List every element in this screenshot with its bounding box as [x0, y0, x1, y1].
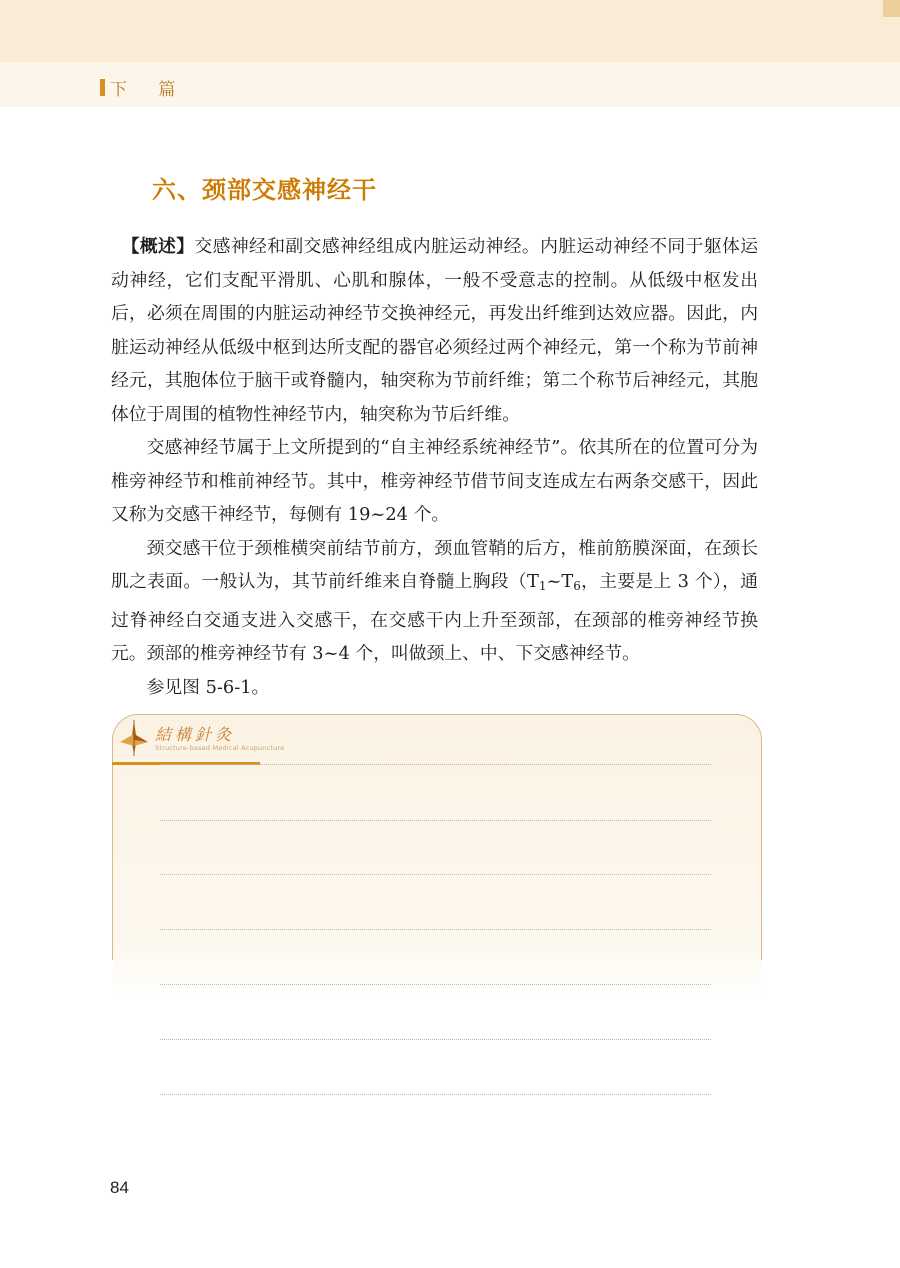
note-line	[160, 1094, 711, 1095]
acupuncture-logo-icon	[118, 720, 150, 756]
body-text	[111, 230, 758, 704]
notes-fade-left	[111, 960, 113, 1140]
running-header-label: 下 篇	[110, 80, 177, 100]
subscript-6: 6	[573, 579, 581, 593]
paragraph-figure-reference: 参见图 5-6-1。	[146, 676, 270, 698]
overview-text: 交感神经和副交感神经组成内脏运动神经。内脏运动神经不同于躯体运动神经，它们支配平滑肌、心肌和腺体，一般不受意志的控制。从低级中枢发出后，必须在周围的内脏运动神经节交换神经元，再发出纤维到达效应器。因此，内脏运动神经从低级中枢到达所支配的器官必须经过两个神经元，第一个称为节前神经元，其胞体位于脑干或脊髓内，轴突称为节前纤维；第二个称节后神经元，其胞体位于周围的植物性神经节内，轴突称为节后纤维。	[111, 236, 758, 425]
header-marker	[100, 79, 105, 96]
cervical-text-b: ~T	[546, 571, 574, 592]
note-line	[160, 874, 711, 875]
paragraph-cervical-trunk	[111, 532, 758, 671]
cervical-text-a: 颈交感干位于颈椎横突前结节前方，颈血管鞘的后方，椎前筋膜深面，在颈长肌之表面。一般认为，其节前纤维来自脊髓上胸段（T	[111, 537, 758, 592]
note-line	[160, 1039, 711, 1040]
notes-logo-subtitle: Structure-based Medical Acupuncture	[155, 744, 285, 752]
page-number: 84	[110, 1178, 129, 1197]
top-corner-tab	[883, 0, 900, 17]
notes-fade-right	[761, 960, 763, 1140]
note-line	[160, 984, 711, 985]
note-line	[160, 820, 711, 821]
cervical-text-c: ，主要是上 3 个），通过脊神经白交通支进入交感干，在交感干内上升至颈部，在颈部的椎旁神经节换元。颈部的椎旁神经节有 3~4 个，叫做颈上、中、下交感神经节。	[111, 571, 758, 664]
note-line	[160, 929, 711, 930]
notes-box	[112, 714, 762, 1134]
paragraph-sympathetic-ganglia: 交感神经节属于上文所提到的“自主神经系统神经节”。依其所在的位置可分为椎旁神经节和椎前神经节。其中，椎旁神经节借节间支连成左右两条交感干，因此又称为交感干神经节，每侧有 19~24 个。	[111, 437, 758, 525]
note-line	[160, 764, 711, 765]
top-color-band	[0, 0, 900, 62]
subscript-1: 1	[538, 579, 547, 593]
overview-label: 【概述】	[121, 236, 195, 257]
paragraph-overview	[111, 230, 758, 431]
section-title: 六、颈部交感神经干	[152, 176, 377, 204]
notes-logo-title: 結構針灸	[155, 725, 236, 744]
